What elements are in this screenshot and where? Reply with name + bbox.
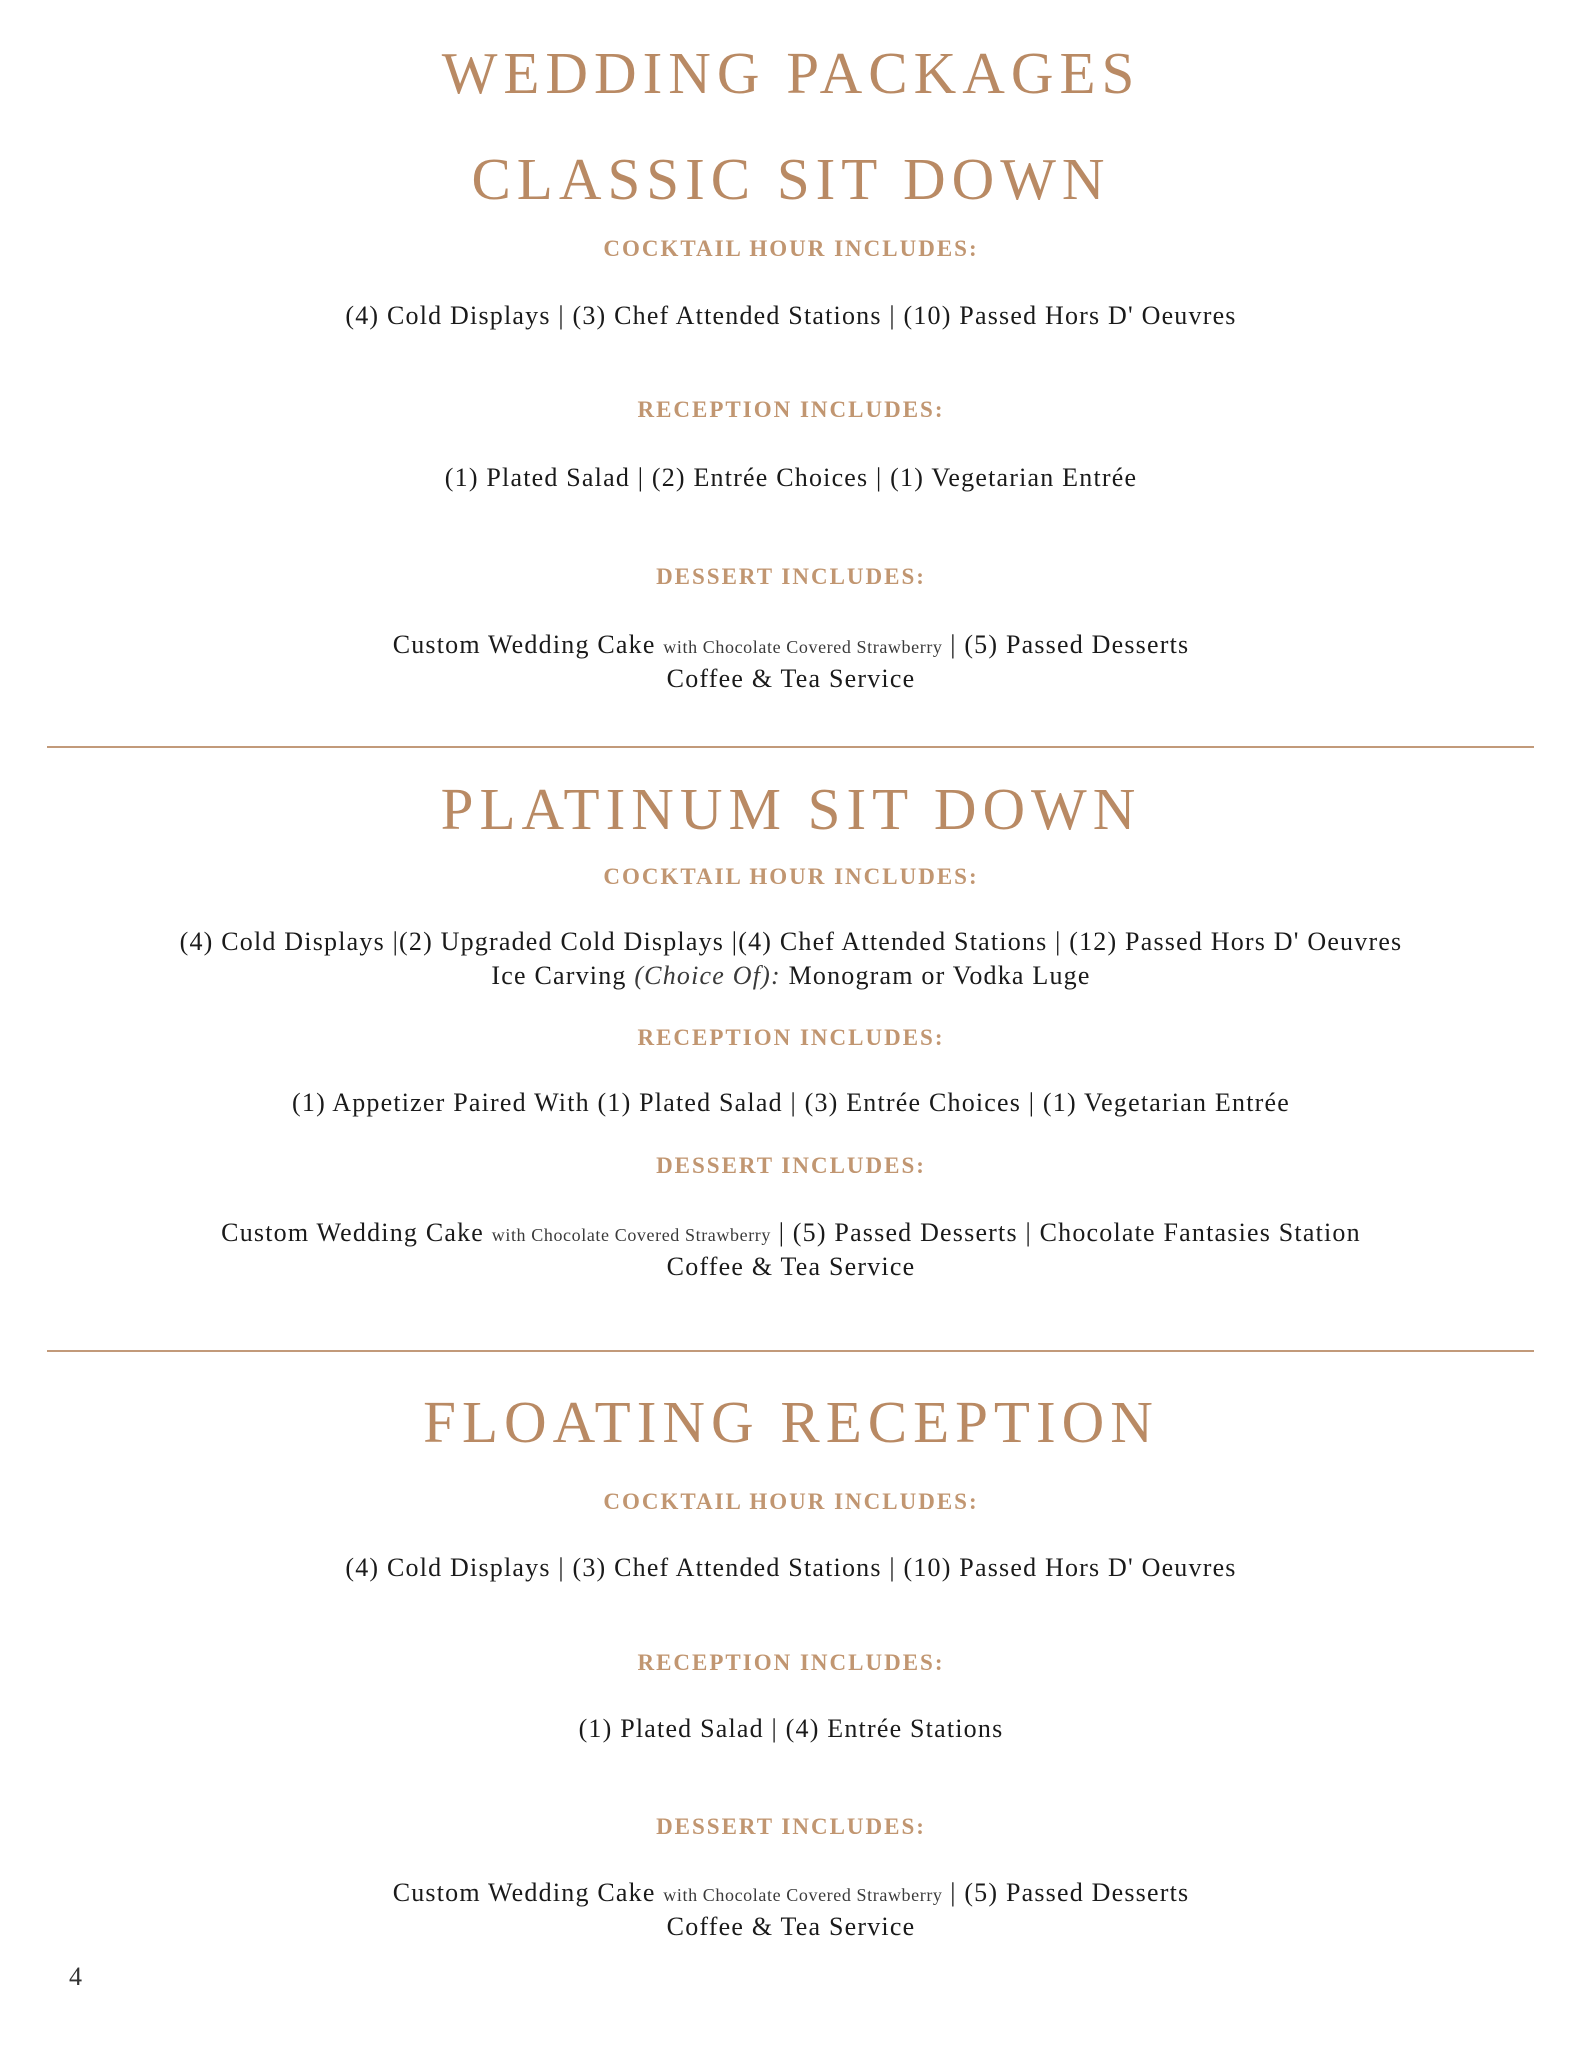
page-title: WEDDING PACKAGES	[441, 40, 1141, 106]
classic-reception-line: (1) Plated Salad | (2) Entrée Choices | (1) Vegetarian Entrée	[444, 463, 1138, 492]
classic-dessert-line2: Coffee & Tea Service	[666, 664, 916, 693]
platinum-dessert-heading: DESSERT INCLUDES:	[656, 1153, 926, 1178]
floating-title: FLOATING RECEPTION	[423, 1389, 1159, 1455]
classic-cocktail-heading: COCKTAIL HOUR INCLUDES:	[603, 236, 979, 261]
classic-dessert-heading: DESSERT INCLUDES:	[656, 564, 926, 589]
cake-item: Custom Wedding Cake	[392, 1878, 656, 1907]
platinum-reception-heading: RECEPTION INCLUDES:	[637, 1025, 945, 1050]
classic-dessert-line	[0, 628, 1582, 664]
floating-dessert-line	[0, 1876, 1582, 1912]
page-number: 4	[69, 1962, 82, 1991]
dessert-rest: | (5) Passed Desserts	[950, 1878, 1190, 1907]
dessert-rest: | (5) Passed Desserts	[950, 630, 1190, 659]
ice-carving-options: Monogram or Vodka Luge	[788, 961, 1091, 990]
floating-reception-line: (1) Plated Salad | (4) Entrée Stations	[578, 1714, 1004, 1743]
ice-carving-choice: (Choice Of):	[634, 961, 781, 990]
floating-reception-heading: RECEPTION INCLUDES:	[637, 1650, 945, 1675]
cake-note: with Chocolate Covered Strawberry	[663, 637, 943, 657]
classic-title: CLASSIC SIT DOWN	[471, 146, 1111, 212]
platinum-dessert-line2: Coffee & Tea Service	[666, 1252, 916, 1281]
classic-cocktail-line: (4) Cold Displays | (3) Chef Attended Stations | (10) Passed Hors D' Oeuvres	[345, 301, 1237, 330]
platinum-cocktail-heading: COCKTAIL HOUR INCLUDES:	[603, 864, 979, 889]
platinum-dessert-line	[0, 1216, 1582, 1252]
floating-dessert-line2: Coffee & Tea Service	[666, 1912, 916, 1941]
section-divider	[47, 1350, 1534, 1352]
platinum-cocktail-line: (4) Cold Displays |(2) Upgraded Cold Displays |(4) Chef Attended Stations | (12) Passed Hors D' Oeuvres	[179, 927, 1403, 956]
platinum-ice-carving-line	[0, 959, 1582, 993]
cake-item: Custom Wedding Cake	[221, 1218, 485, 1247]
floating-cocktail-line: (4) Cold Displays | (3) Chef Attended Stations | (10) Passed Hors D' Oeuvres	[345, 1553, 1237, 1582]
cake-item: Custom Wedding Cake	[392, 630, 656, 659]
cake-note: with Chocolate Covered Strawberry	[663, 1885, 943, 1905]
platinum-reception-line: (1) Appetizer Paired With (1) Plated Salad | (3) Entrée Choices | (1) Vegetarian Entrée	[292, 1088, 1290, 1117]
platinum-title: PLATINUM SIT DOWN	[440, 776, 1142, 842]
classic-reception-heading: RECEPTION INCLUDES:	[637, 397, 945, 422]
floating-cocktail-heading: COCKTAIL HOUR INCLUDES:	[603, 1489, 979, 1514]
section-divider	[47, 746, 1534, 748]
dessert-rest: | (5) Passed Desserts | Chocolate Fantasies Station	[778, 1218, 1361, 1247]
floating-dessert-heading: DESSERT INCLUDES:	[656, 1814, 926, 1839]
ice-carving-label: Ice Carving	[491, 961, 627, 990]
cake-note: with Chocolate Covered Strawberry	[491, 1225, 771, 1245]
